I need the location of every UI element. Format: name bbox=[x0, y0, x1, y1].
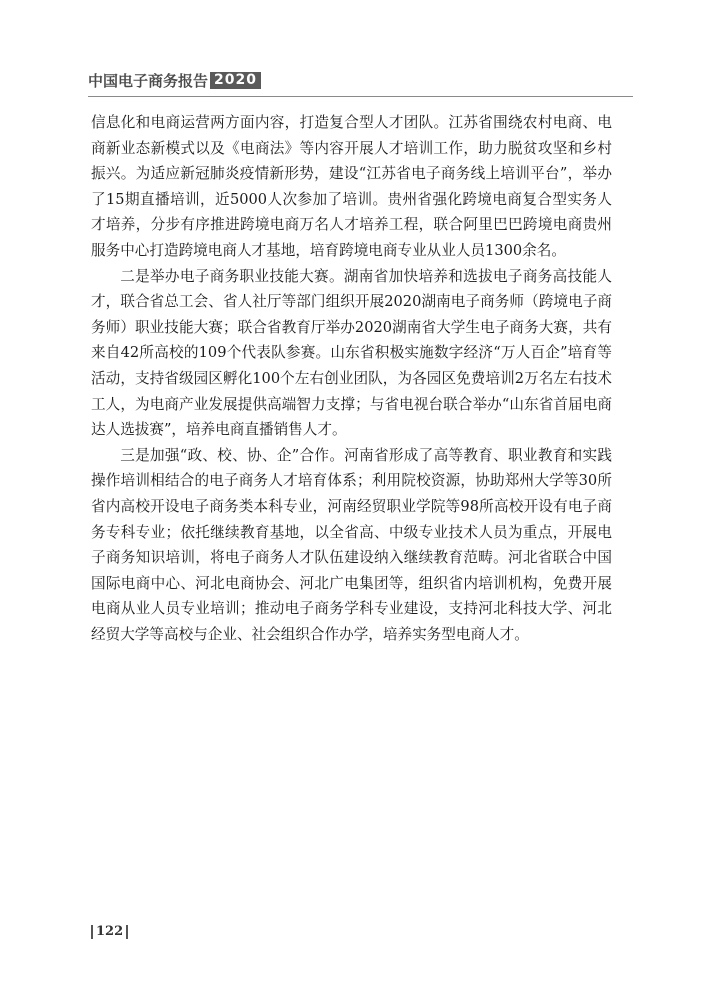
paragraph-cooperation: 三是加强“政、校、协、企”合作。河南省形成了高等教育、职业教育和实践操作培训相结合的电子商务人才培育体系；利用院校资源，协助郑州大学等30所省内高校开设电子商务类本科专业，河南经贸职业学院等98所高校开设有电子商务专科专业；依托继续教育基地，以全省高、中级专业技术人员为重点，开展电子商务知识培训，将电子商务人才队伍建设纳入继续教育范畴。河北省联合中国国际电商中心、河北电商协会、河北广电集团等，组织省内培训机构，免费开展电商从业人员专业培训；推动电子商务学科专业建设，支持河北科技大学、河北经贸大学等高校与企业、社会组织合作办学，培养实务型电商人才。 bbox=[91, 446, 612, 643]
page-number bbox=[88, 924, 131, 939]
paragraph-continuation: 信息化和电商运营两方面内容，打造复合型人才团队。江苏省围绕农村电商、电商新业态新模式以及《电商法》等内容开展人才培训工作，助力脱贫攻坚和乡村振兴。为适应新冠肺炎疫情新形势，建设“江苏省电子商务线上培训平台”，举办了15期直播培训，近5000人次参加了培训。贵州省强化跨境电商复合型实务人才培养，分步有序推进跨境电商万名人才培养工程，联合阿里巴巴跨境电商贵州服务中心打造跨境电商人才基地，培育跨境电商专业从业人员1300余名。 bbox=[91, 114, 612, 259]
header-divider bbox=[88, 96, 633, 97]
report-year-badge: 2020 bbox=[210, 72, 261, 89]
paragraph-skills-competition: 二是举办电子商务职业技能大赛。湖南省加快培养和选拔电子商务高技能人才，联合省总工会、省人社厅等部门组织开展2020湖南电子商务师（跨境电子商务师）职业技能大赛；联合省教育厅举办2020湖南省大学生电子商务大赛，共有来自42所高校的109个代表队参赛。山东省积极实施数字经济“万人百企”培育等活动，支持省级园区孵化100个左右创业团队，为各园区免费培训2万名左右技术工人，为电商产业发展提供高端智力支撑；与省电视台联合举办“山东省首届电商达人选拔赛”，培养电商直播销售人才。 bbox=[91, 267, 612, 439]
report-title: 中国电子商务报告 bbox=[88, 72, 209, 90]
page-number-left-bar bbox=[91, 925, 93, 939]
running-header bbox=[88, 70, 261, 91]
page-number-right-bar bbox=[126, 925, 128, 939]
page-number-value: 122 bbox=[96, 924, 124, 939]
body-text bbox=[91, 110, 612, 647]
